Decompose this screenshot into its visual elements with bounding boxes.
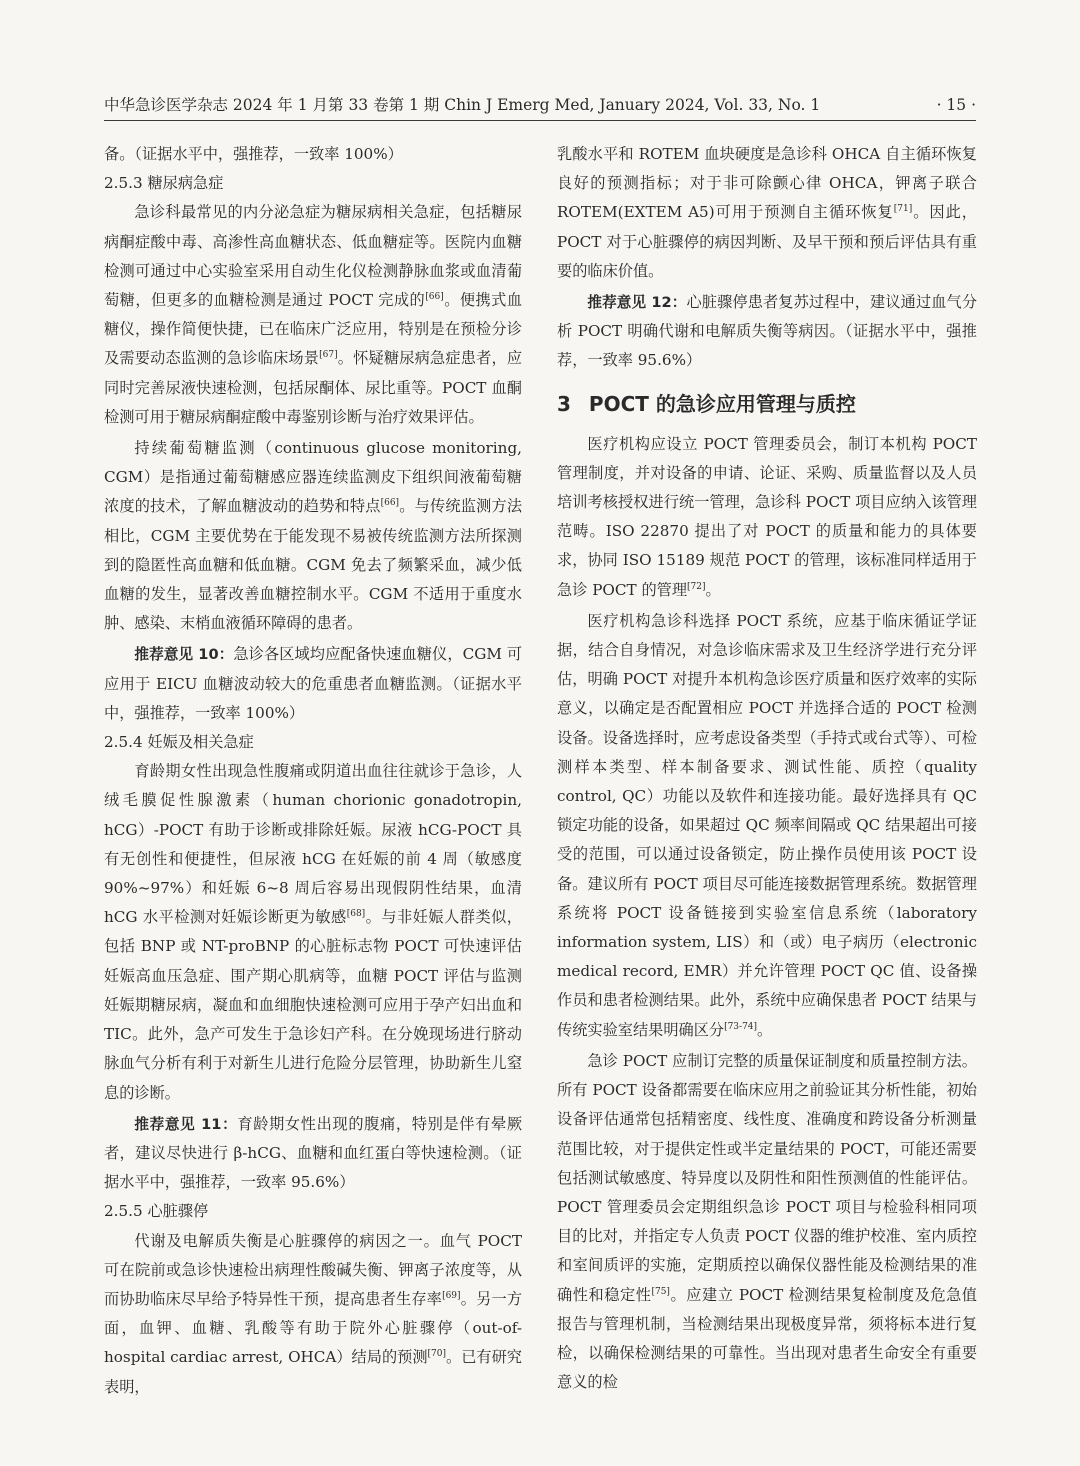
paragraph: 代谢及电解质失衡是心脏骤停的病因之一。血气 POCT 可在院前或急诊快速检出病理性酸碱失衡、钾离子浓度等，从而协助临床尽早给予特异性干预，提高患者生存率[69]。另一方面，血钾、血糖、乳酸等有助于院外心脏骤停（out-of-hospital cardiac arrest, OHCA）结局的预测[70]。已有研究表明， [104, 1231, 523, 1396]
paragraph: 育龄期女性出现急性腹痛或阴道出血往往就诊于急诊，人绒毛膜促性腺激素（human chorionic gonadotropin, hCG）-POCT 有助于诊断或排除妊娠。尿液 hCG-POCT 具有无创性和便捷性，但尿液 hCG 在妊娠的前 4 周（敏感度 90%~97%）和妊娠 6~8 周后容易出现假阴性结果，血清 hCG 水平检测对妊娠诊断更为敏感[68]。与非妊娠人群类似，包括 BNP 或 NT-proBNP 的心脏标志物 POCT 可快速评估妊娠高血压急症、围产期心肌病等，血糖 POCT 评估与监测妊娠期糖尿病，凝血和血细胞快速检测可应用于孕产妇出血和 TIC。此外，急产可发生于急诊妇产科。在分娩现场进行脐动脉血气分析有利于对新生儿进行危险分层管理，协助新生儿窒息的诊断。 [104, 762, 522, 1102]
page-number: · 15 · [936, 96, 976, 114]
left-column [104, 140, 522, 1402]
paragraph: 持续葡萄糖监测（continuous glucose monitoring, CGM）是指通过葡萄糖感应器连续监测皮下组织间液葡萄糖浓度的技术，了解血糖波动的趋势和特点[66]。与传统监测方法相比，CGM 主要优势在于能发现不易被传统监测方法所探测到的隐匿性高血糖和低血糖。CGM 免去了频繁采血，减少低血糖的发生，显著改善血糖控制水平。CGM 不适用于重度水肿、感染、末梢血液循环障碍的患者。 [104, 439, 523, 633]
recommendation-label: 推荐意见 11： [134, 1115, 238, 1133]
recommendation-12: 推荐意见 12：心脏骤停患者复苏过程中，建议通过血气分析 POCT 明确代谢和电解质失衡等病因。（证据水平中，强推荐，一致率 95.6%） [557, 293, 978, 370]
running-header [104, 90, 976, 121]
citation: [71] [893, 204, 913, 215]
paragraph: 乳酸水平和 ROTEM 血块硬度是急诊科 OHCA 自主循环恢复良好的预测指标；对于非可除颤心律 OHCA，钾离子联合 ROTEM(EXTEM A5)可用于预测自主循环恢复[71]。因此，POCT 对于心脏骤停的病因判断、及早干预和预后评估具有重要的临床价值。 [557, 145, 977, 280]
section-number: 3 [557, 391, 571, 416]
citation: [69] [442, 1290, 461, 1301]
section-heading-2-5-4: 2.5.4 妊娠及相关急症 [104, 733, 254, 752]
citation: [66] [380, 498, 400, 509]
citation: [72] [687, 581, 706, 592]
right-column [557, 140, 977, 1397]
section-heading-2-5-5: 2.5.5 心脏骤停 [104, 1202, 209, 1221]
recommendation-10: 推荐意见 10：急诊各区域均应配备快速血糖仪，CGM 可应用于 EICU 血糖波动较大的危重患者血糖监测。（证据水平中，强推荐，一致率 100%） [104, 645, 523, 722]
citation: [75] [651, 1286, 670, 1297]
citation: [67] [319, 350, 338, 361]
recommendation-label: 推荐意见 10： [134, 646, 234, 664]
section-heading-2-5-3: 2.5.3 糖尿病急症 [104, 174, 224, 193]
recommendation-11: 推荐意见 11：育龄期女性出现的腹痛，特别是伴有晕厥者，建议尽快进行 β-hCG、血糖和血红蛋白等快速检测。（证据水平中，强推荐，一致率 95.6%） [104, 1114, 523, 1192]
paragraph: 备。（证据水平中，强推荐，一致率 100%） [104, 145, 403, 163]
recommendation-label: 推荐意见 12： [587, 294, 687, 312]
paragraph: 急诊 POCT 应制订完整的质量保证制度和质量控制方法。所有 POCT 设备都需要在临床应用之前验证其分析性能，初始设备评估通常包括精密度、线性度、准确度和跨设备分析测量范围比较，对于提供定性或半定量结果的 POCT，可能还需要包括测试敏感度、特异度以及阴性和阳性预测值的性能评估。POCT 管理委员会定期组织急诊 POCT 项目与检验科相同项目的比对，并指定专人负责 POCT 仪器的维护校准、室内质控和室间质评的实施，定期质控以确保仪器性能及检测结果的准确性和稳定性[75]。应建立 POCT 检测结果复检制度及危急值报告与管理机制，当检测结果出现极度异常，须将标本进行复检，以确保检测结果的可靠性。当出现对患者生命安全有重要意义的检 [557, 1051, 977, 1392]
journal-running-title: 中华急诊医学杂志 2024 年 1 月第 33 卷第 1 期 Chin J Emerg Med, January 2024, Vol. 33, No. 1 [104, 96, 821, 114]
citation: [70] [427, 1349, 447, 1360]
paragraph: 医疗机构应设立 POCT 管理委员会，制订本机构 POCT 管理制度，并对设备的申请、论证、采购、质量监督以及人员培训考核授权进行统一管理，急诊科 POCT 项目应纳入该管理范畴。ISO 22870 提出了对 POCT 的质量和能力的具体要求，协同 ISO 15189 规范 POCT 的管理，该标准同样适用于急诊 POCT 的管理[72]。 [557, 434, 977, 599]
paragraph: 医疗机构急诊科选择 POCT 系统，应基于临床循证学证据，结合自身情况，对急诊临床需求及卫生经济学进行充分评估，明确 POCT 对提升本机构急诊医疗质量和医疗效率的实际意义，以确定是否配置相应 POCT 并选择合适的 POCT 检测设备。设备选择时，应考虑设备类型（手持式或台式等）、可检测样本类型、样本制备要求、测试性能、质控（quality control, QC）功能以及软件和连接功能。最好选择具有 QC 锁定功能的设备，如果超过 QC 频率间隔或 QC 结果超出可接受的范围，可以通过设备锁定，防止操作员使用该 POCT 设备。建议所有 POCT 项目尽可能连接数据管理系统。数据管理系统将 POCT 设备链接到实验室信息系统（laboratory information system, LIS）和（或）电子病历（electronic medical record, EMR）并允许管理 POCT QC 值、设备操作员和患者检测结果。此外，系统中应确保患者 POCT 结果与传统实验室结果明确区分[73-74]。 [557, 611, 977, 1039]
section-title: POCT 的急诊应用管理与质控 [588, 391, 856, 416]
section-heading-3 [557, 389, 977, 419]
citation: [68] [346, 909, 366, 920]
citation: [66] [425, 292, 444, 303]
citation: [73-74] [724, 1021, 758, 1032]
paragraph: 急诊科最常见的内分泌急症为糖尿病相关急症，包括糖尿病酮症酸中毒、高渗性高血糖状态、低血糖症等。医院内血糖检测可通过中心实验室采用自动生化仪检测静脉血浆或血清葡萄糖，但更多的血糖检测是通过 POCT 完成的[66]。便携式血糖仪，操作简便快捷，已在临床广泛应用，特别是在预检分诊及需要动态监测的急诊临床场景[67]。怀疑糖尿病急症患者，应同时完善尿液快速检测，包括尿酮体、尿比重等。POCT 血酮检测可用于糖尿病酮症酸中毒鉴别诊断与治疗效果评估。 [104, 203, 523, 426]
